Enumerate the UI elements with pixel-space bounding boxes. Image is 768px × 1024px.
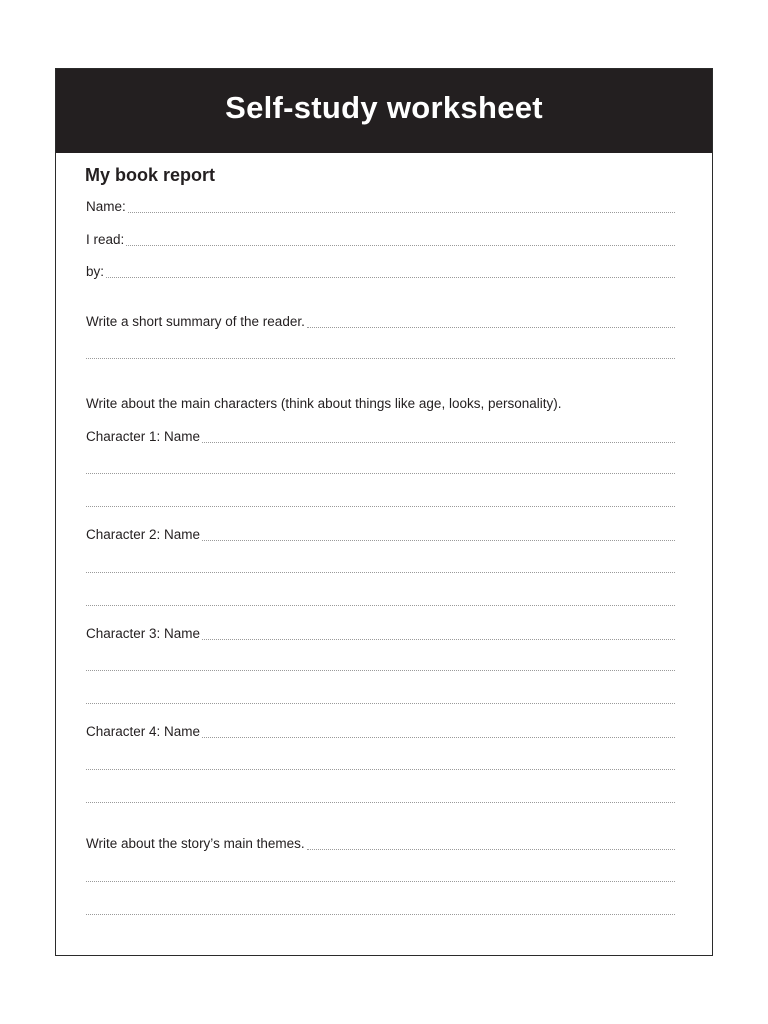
character-2-line[interactable] [86,592,675,608]
summary-answer-line[interactable] [307,327,675,328]
character-3-label: Character 3: Name [86,626,201,641]
themes-answer-line[interactable] [86,881,675,882]
character-3-field[interactable] [86,626,675,642]
book-title-answer-line[interactable] [126,245,675,246]
character-4-answer-line[interactable] [86,769,675,770]
name-label: Name: [86,199,126,214]
section-title: My book report [85,165,216,185]
character-1-label: Character 1: Name [86,429,201,444]
character-2-line[interactable] [86,559,675,575]
summary-prompt: Write a short summary of the reader. [86,314,305,329]
character-4-line[interactable] [86,789,675,805]
worksheet-title: Self-study worksheet [225,90,543,125]
character-1-line[interactable] [86,493,675,509]
i-read-label: I read: [86,232,125,247]
by-label: by: [86,264,105,279]
name-field[interactable] [86,199,675,215]
character-4-line[interactable] [86,756,675,772]
character-3-line[interactable] [86,657,675,673]
themes-answer-line[interactable] [86,914,675,915]
character-4-field[interactable] [86,724,675,740]
themes-field[interactable] [86,836,675,852]
character-1-line[interactable] [86,460,675,476]
character-4-name-line[interactable] [202,737,675,738]
themes-answer-line[interactable] [307,849,675,850]
character-2-field[interactable] [86,527,675,543]
character-1-name-line[interactable] [202,442,675,443]
characters-prompt: Write about the main characters (think about things like age, looks, personality). [86,396,562,411]
character-4-answer-line[interactable] [86,802,675,803]
themes-prompt: Write about the story’s main themes. [86,836,305,851]
book-title-field[interactable] [86,232,675,248]
character-1-field[interactable] [86,429,675,445]
character-3-name-line[interactable] [202,639,675,640]
character-2-name-line[interactable] [202,540,675,541]
author-answer-line[interactable] [106,277,675,278]
character-3-answer-line[interactable] [86,670,675,671]
themes-line[interactable] [86,868,675,884]
worksheet-page [55,68,713,956]
character-2-label: Character 2: Name [86,527,201,542]
character-1-answer-line[interactable] [86,506,675,507]
summary-line[interactable] [86,345,675,361]
character-3-line[interactable] [86,690,675,706]
name-answer-line[interactable] [128,212,675,213]
character-1-answer-line[interactable] [86,473,675,474]
summary-field[interactable] [86,314,675,330]
title-banner [56,69,712,153]
themes-line[interactable] [86,901,675,917]
summary-answer-line[interactable] [86,358,675,359]
character-2-answer-line[interactable] [86,572,675,573]
character-3-answer-line[interactable] [86,703,675,704]
character-2-answer-line[interactable] [86,605,675,606]
characters-prompt-row [86,396,675,412]
character-4-label: Character 4: Name [86,724,201,739]
author-field[interactable] [86,264,675,280]
